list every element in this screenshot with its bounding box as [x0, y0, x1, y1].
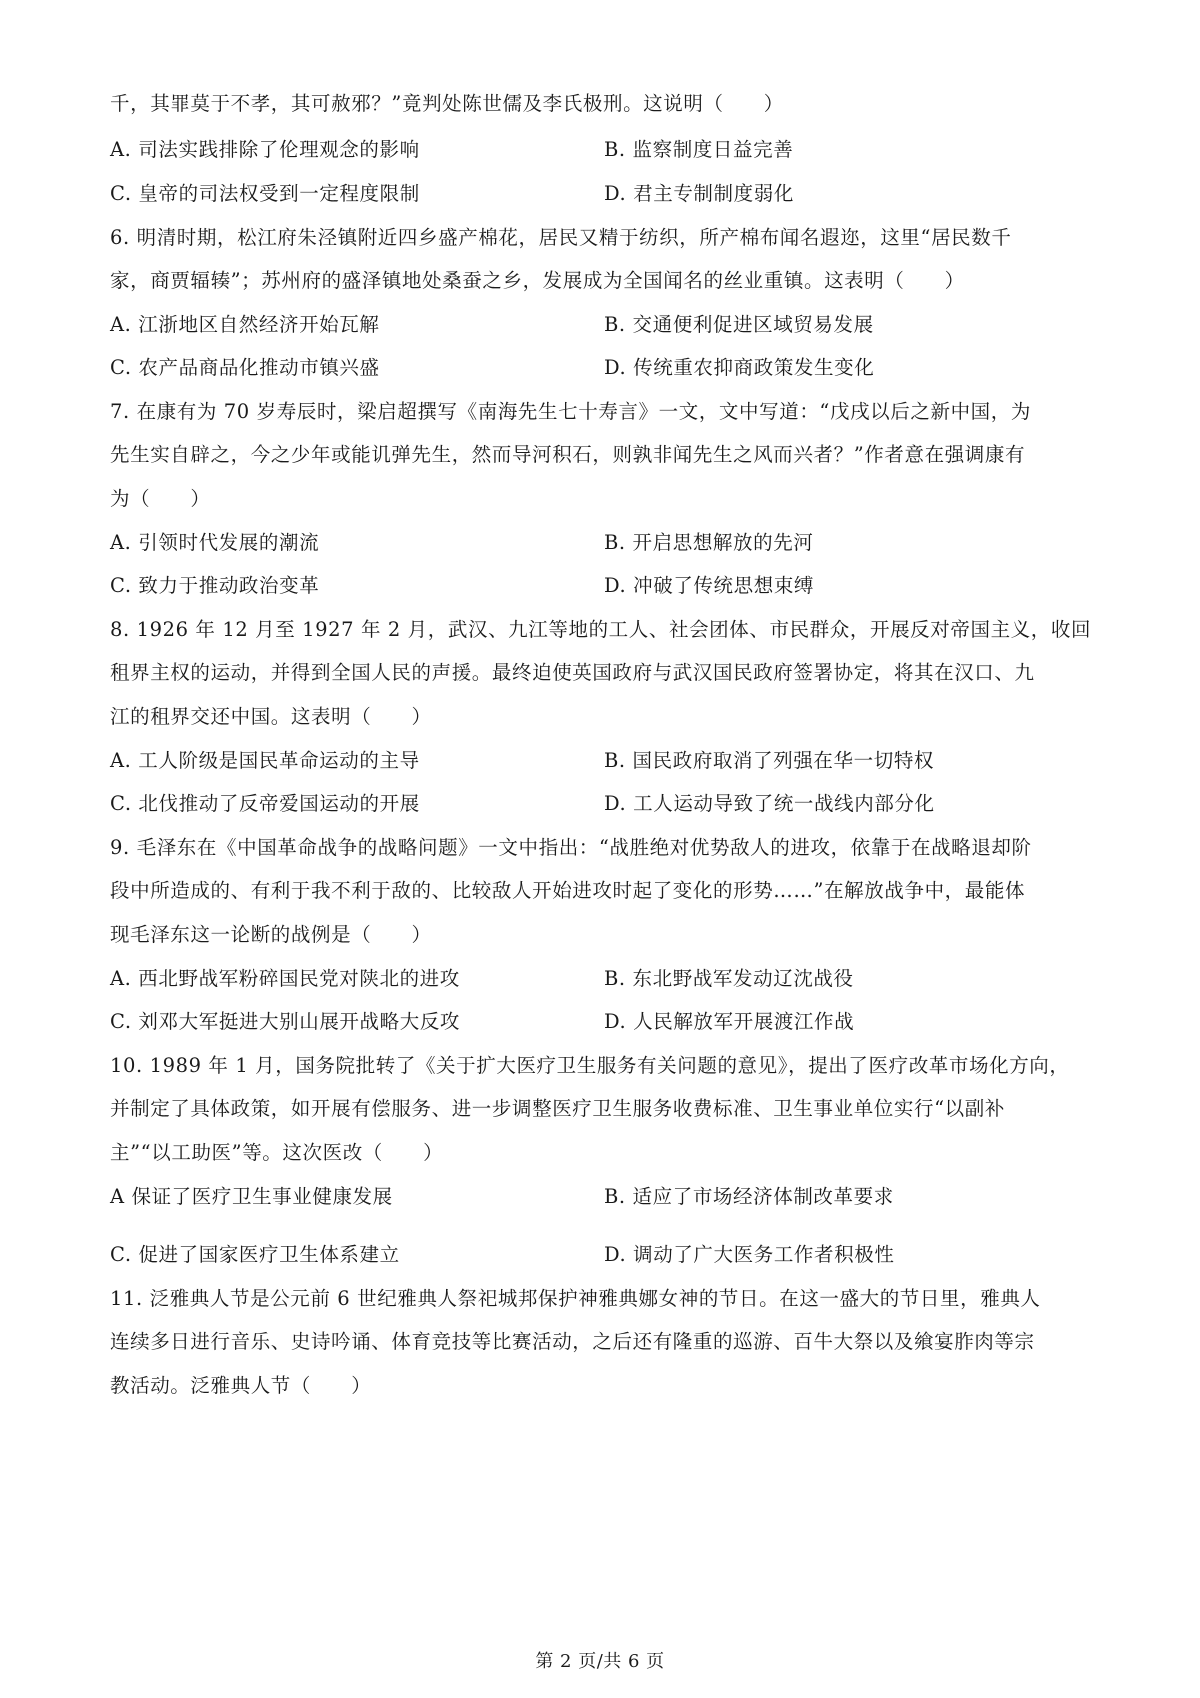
- q10-option-b[interactable]: B. 适应了市场经济体制改革要求: [604, 1185, 894, 1208]
- q8-stem-line-2: 租界主权的运动，并得到全国人民的声援。最终迫使英国政府与武汉国民政府签署协定，将其在汉口、九: [110, 661, 1035, 684]
- q10-option-d[interactable]: D. 调动了广大医务工作者积极性: [604, 1243, 895, 1266]
- q9-option-b[interactable]: B. 东北野战军发动辽沈战役: [604, 967, 854, 990]
- q8-stem-line-1: 8. 1926 年 12 月至 1927 年 2 月，武汉、九江等地的工人、社会团体、市民群众，开展反对帝国主义，收回: [110, 618, 1092, 641]
- q5-option-a[interactable]: A. 司法实践排除了伦理观念的影响: [110, 138, 420, 161]
- q6-option-b[interactable]: B. 交通便利促进区域贸易发展: [604, 313, 874, 336]
- q7-stem-line-3: 为（ ）: [110, 487, 211, 510]
- q7-option-c[interactable]: C. 致力于推动政治变革: [110, 574, 320, 597]
- q7-option-b[interactable]: B. 开启思想解放的先河: [604, 531, 814, 554]
- q9-stem-line-2: 段中所造成的、有利于我不利于敌的、比较敌人开始进攻时起了变化的形势……”在解放战争中，最能体: [110, 879, 1026, 902]
- q10-stem-line-1: 10. 1989 年 1 月，国务院批转了《关于扩大医疗卫生服务有关问题的意见》，提出了医疗改革市场化方向，: [110, 1054, 1070, 1077]
- q6-option-c[interactable]: C. 农产品商品化推动市镇兴盛: [110, 356, 380, 379]
- q11-stem-line-3: 教活动。泛雅典人节（ ）: [110, 1374, 372, 1397]
- q8-stem-line-3: 江的租界交还中国。这表明（ ）: [110, 705, 432, 728]
- q5-option-d[interactable]: D. 君主专制制度弱化: [604, 182, 794, 205]
- q6-option-a[interactable]: A. 江浙地区自然经济开始瓦解: [110, 313, 380, 336]
- q8-option-d[interactable]: D. 工人运动导致了统一战线内部分化: [604, 792, 935, 815]
- q6-stem-line-1: 6. 明清时期，松江府朱泾镇附近四乡盛产棉花，居民又精于纺织，所产棉布闻名遐迩，这里“居民数千: [110, 226, 1012, 249]
- q5-option-c[interactable]: C. 皇帝的司法权受到一定程度限制: [110, 182, 420, 205]
- q9-stem-line-3: 现毛泽东这一论断的战例是（ ）: [110, 923, 432, 946]
- page-number: 第 2 页/共 6 页: [535, 1651, 665, 1672]
- q6-stem-line-2: 家，商贾辐辏”；苏州府的盛泽镇地处桑蚕之乡，发展成为全国闻名的丝业重镇。这表明（ ）: [110, 269, 965, 292]
- q6-option-d[interactable]: D. 传统重农抑商政策发生变化: [604, 356, 875, 379]
- q7-option-d[interactable]: D. 冲破了传统思想束缚: [604, 574, 815, 597]
- q9-stem-line-1: 9. 毛泽东在《中国革命战争的战略问题》一文中指出：“战胜绝对优势敌人的进攻，依靠于在战略退却阶: [110, 836, 1032, 859]
- q10-stem-line-3: 主”“以工助医”等。这次医改（ ）: [110, 1141, 444, 1164]
- q9-option-c[interactable]: C. 刘邓大军挺进大别山展开战略大反攻: [110, 1010, 461, 1033]
- q8-option-b[interactable]: B. 国民政府取消了列强在华一切特权: [604, 749, 935, 772]
- q5-stem-tail: 千，其罪莫于不孝，其可赦邪？”竟判处陈世儒及李氏极刑。这说明（ ）: [110, 92, 784, 115]
- q11-stem-line-2: 连续多日进行音乐、史诗吟诵、体育竞技等比赛活动，之后还有隆重的巡游、百牛大祭以及飨宴胙肉等宗: [110, 1330, 1035, 1353]
- q7-option-a[interactable]: A. 引领时代发展的潮流: [110, 531, 320, 554]
- q10-option-c[interactable]: C. 促进了国家医疗卫生体系建立: [110, 1243, 400, 1266]
- q5-option-b[interactable]: B. 监察制度日益完善: [604, 138, 794, 161]
- q8-option-a[interactable]: A. 工人阶级是国民革命运动的主导: [110, 749, 420, 772]
- q9-option-d[interactable]: D. 人民解放军开展渡江作战: [604, 1010, 855, 1033]
- q8-option-c[interactable]: C. 北伐推动了反帝爱国运动的开展: [110, 792, 420, 815]
- q10-stem-line-2: 并制定了具体政策，如开展有偿服务、进一步调整医疗卫生服务收费标准、卫生事业单位实行“以副补: [110, 1097, 1005, 1120]
- q7-stem-line-2: 先生实自辟之，今之少年或能讥弹先生，然而导河积石，则孰非闻先生之风而兴者？”作者意在强调康有: [110, 443, 1026, 466]
- q7-stem-line-1: 7. 在康有为 70 岁寿辰时，梁启超撰写《南海先生七十寿言》一文，文中写道：“戊戌以后之新中国，为: [110, 400, 1031, 423]
- q9-option-a[interactable]: A. 西北野战军粉碎国民党对陕北的进攻: [110, 967, 460, 990]
- q10-option-a[interactable]: A 保证了医疗卫生事业健康发展: [110, 1185, 393, 1208]
- q11-stem-line-1: 11. 泛雅典人节是公元前 6 世纪雅典人祭祀城邦保护神雅典娜女神的节日。在这一盛大的节日里，雅典人: [110, 1287, 1041, 1310]
